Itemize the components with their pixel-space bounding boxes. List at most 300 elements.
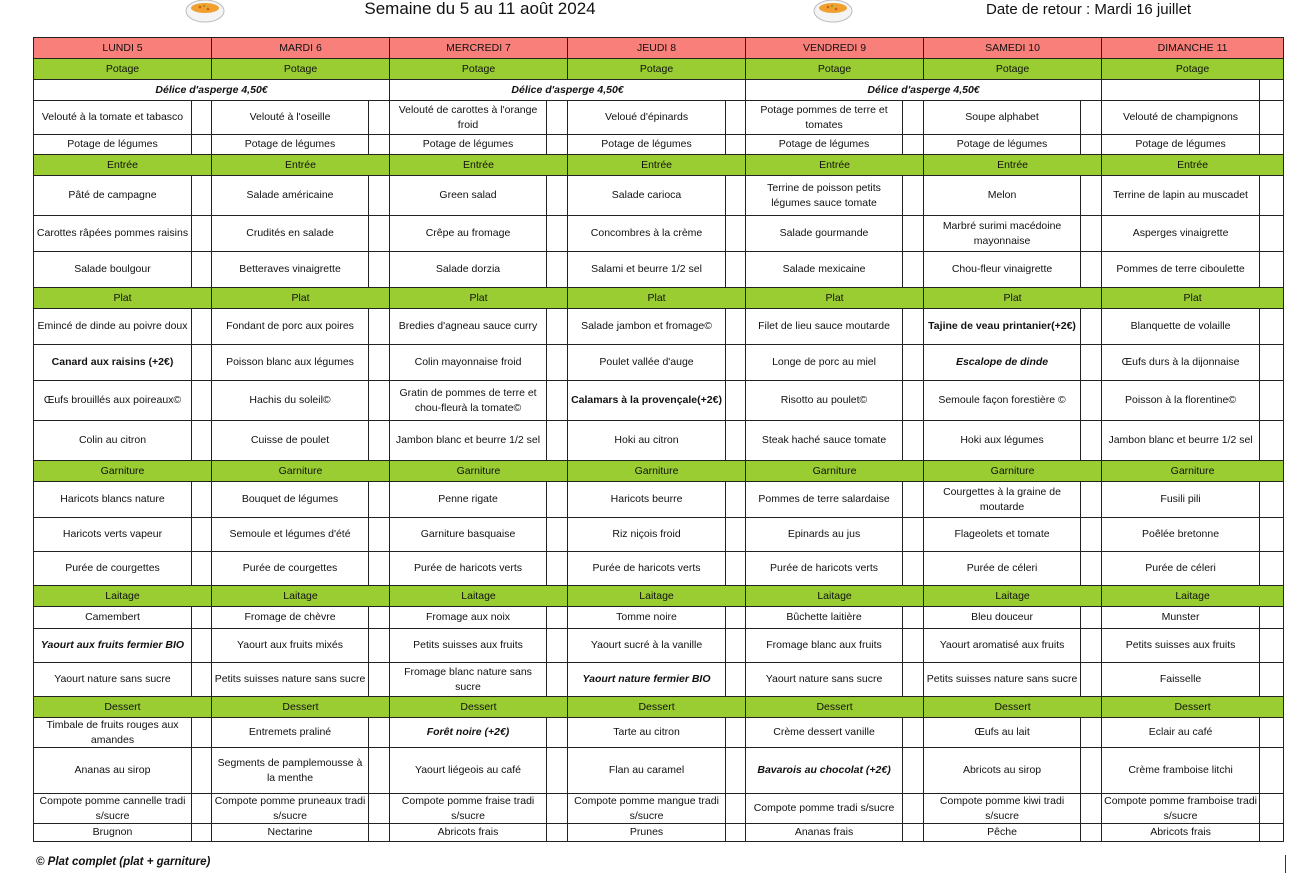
empty-cell <box>369 135 390 155</box>
menu-item: Gratin de pommes de terre et chou-fleurà la tomate© <box>390 381 547 421</box>
empty-cell <box>726 252 746 288</box>
empty-cell <box>547 518 568 552</box>
menu-item-special: Délice d'asperge 4,50€ <box>34 80 390 101</box>
menu-item: Tarte au citron <box>568 718 726 748</box>
empty-cell <box>1081 345 1102 381</box>
empty-cell <box>192 381 212 421</box>
empty-cell <box>192 607 212 629</box>
section-label: Dessert <box>212 697 390 718</box>
menu-item: Compote pomme pruneaux tradi s/sucre <box>212 794 369 824</box>
empty-cell <box>547 176 568 216</box>
menu-item: Epinards au jus <box>746 518 903 552</box>
empty-cell <box>1102 80 1260 101</box>
empty-cell <box>369 607 390 629</box>
menu-item: Hachis du soleil© <box>212 381 369 421</box>
divider <box>1285 855 1286 873</box>
menu-item: Potage de légumes <box>212 135 369 155</box>
menu-row <box>34 518 1284 552</box>
menu-item-highlight: Yaourt aux fruits fermier BIO <box>34 629 192 663</box>
menu-item: Salade mexicaine <box>746 252 903 288</box>
menu-item: Potage de légumes <box>34 135 192 155</box>
menu-item: Hoki au citron <box>568 421 726 461</box>
section-label: Potage <box>212 59 390 80</box>
empty-cell <box>1260 518 1284 552</box>
day-header: LUNDI 5 <box>34 38 212 59</box>
menu-item: Green salad <box>390 176 547 216</box>
section-label: Laitage <box>390 586 568 607</box>
menu-item: Yaourt aux fruits mixés <box>212 629 369 663</box>
section-label: Potage <box>568 59 746 80</box>
menu-item: Bleu douceur <box>924 607 1081 629</box>
section-label: Laitage <box>568 586 746 607</box>
empty-cell <box>903 482 924 518</box>
section-label: Potage <box>34 59 212 80</box>
empty-cell <box>903 101 924 135</box>
empty-cell <box>192 216 212 252</box>
menu-item: Poêlée bretonne <box>1102 518 1260 552</box>
menu-item: Hoki aux légumes <box>924 421 1081 461</box>
section-label: Plat <box>390 288 568 309</box>
menu-item: Compote pomme kiwi tradi s/sucre <box>924 794 1081 824</box>
menu-item-highlight: Calamars à la provençale(+2€) <box>568 381 726 421</box>
section-label: Dessert <box>34 697 212 718</box>
empty-cell <box>726 309 746 345</box>
section-label: Laitage <box>212 586 390 607</box>
menu-item: Crème framboise litchi <box>1102 748 1260 794</box>
section-label: Plat <box>924 288 1102 309</box>
menu-row <box>34 176 1284 216</box>
menu-item: Yaourt nature sans sucre <box>34 663 192 697</box>
empty-cell <box>547 824 568 842</box>
empty-cell <box>369 421 390 461</box>
empty-cell <box>192 345 212 381</box>
menu-item: Nectarine <box>212 824 369 842</box>
section-label: Dessert <box>568 697 746 718</box>
section-label: Entrée <box>212 155 390 176</box>
empty-cell <box>903 629 924 663</box>
menu-item: Cuisse de poulet <box>212 421 369 461</box>
menu-item: Flageolets et tomate <box>924 518 1081 552</box>
menu-item: Salade jambon et fromage© <box>568 309 726 345</box>
menu-item: Filet de lieu sauce moutarde <box>746 309 903 345</box>
menu-item: Soupe alphabet <box>924 101 1081 135</box>
menu-item: Yaourt aromatisé aux fruits <box>924 629 1081 663</box>
menu-item: Carottes râpées pommes raisins <box>34 216 192 252</box>
empty-cell <box>1260 309 1284 345</box>
menu-row <box>34 748 1284 794</box>
menu-item: Œufs durs à la dijonnaise <box>1102 345 1260 381</box>
menu-item: Salade boulgour <box>34 252 192 288</box>
empty-cell <box>1081 176 1102 216</box>
menu-item: Petits suisses aux fruits <box>1102 629 1260 663</box>
menu-item: Pâté de campagne <box>34 176 192 216</box>
menu-item: Emincé de dinde au poivre doux <box>34 309 192 345</box>
menu-item: Concombres à la crème <box>568 216 726 252</box>
section-label: Plat <box>568 288 746 309</box>
empty-cell <box>903 252 924 288</box>
menu-item: Purée de haricots verts <box>746 552 903 586</box>
menu-item: Prunes <box>568 824 726 842</box>
empty-cell <box>1081 518 1102 552</box>
menu-row <box>34 794 1284 824</box>
empty-cell <box>1081 216 1102 252</box>
empty-cell <box>192 552 212 586</box>
menu-item: Haricots verts vapeur <box>34 518 192 552</box>
empty-cell <box>1081 794 1102 824</box>
menu-item: Potage de légumes <box>568 135 726 155</box>
menu-item: Asperges vinaigrette <box>1102 216 1260 252</box>
soup-bowl-icon <box>184 0 226 26</box>
empty-cell <box>192 794 212 824</box>
menu-item: Semoule façon forestière © <box>924 381 1081 421</box>
empty-cell <box>726 718 746 748</box>
menu-row <box>34 629 1284 663</box>
empty-cell <box>726 176 746 216</box>
empty-cell <box>1081 607 1102 629</box>
empty-cell <box>726 135 746 155</box>
section-label: Plat <box>746 288 924 309</box>
menu-item: Yaourt nature sans sucre <box>746 663 903 697</box>
empty-cell <box>1260 824 1284 842</box>
menu-item: Bredies d'agneau sauce curry <box>390 309 547 345</box>
menu-item: Petits suisses nature sans sucre <box>924 663 1081 697</box>
empty-cell <box>369 216 390 252</box>
menu-item: Poulet vallée d'auge <box>568 345 726 381</box>
menu-row <box>34 663 1284 697</box>
day-header: VENDREDI 9 <box>746 38 924 59</box>
section-label: Garniture <box>746 461 924 482</box>
empty-cell <box>369 252 390 288</box>
section-label: Garniture <box>390 461 568 482</box>
menu-item: Melon <box>924 176 1081 216</box>
menu-item: Potage de légumes <box>746 135 903 155</box>
menu-item: Terrine de poisson petits légumes sauce tomate <box>746 176 903 216</box>
empty-cell <box>369 176 390 216</box>
empty-cell <box>726 663 746 697</box>
menu-item: Fromage de chèvre <box>212 607 369 629</box>
empty-cell <box>547 718 568 748</box>
menu-item: Purée de courgettes <box>212 552 369 586</box>
section-label: Entrée <box>746 155 924 176</box>
menu-row <box>34 309 1284 345</box>
menu-item: Purée de haricots verts <box>390 552 547 586</box>
empty-cell <box>369 794 390 824</box>
menu-item: Bûchette laitière <box>746 607 903 629</box>
section-header-row <box>34 155 1284 176</box>
empty-cell <box>1081 824 1102 842</box>
menu-item: Riz niçois froid <box>568 518 726 552</box>
menu-item: Terrine de lapin au muscadet <box>1102 176 1260 216</box>
menu-item: Entremets praliné <box>212 718 369 748</box>
day-header-row <box>34 38 1284 59</box>
menu-item: Pêche <box>924 824 1081 842</box>
menu-item: Compote pomme framboise tradi s/sucre <box>1102 794 1260 824</box>
menu-item: Purée de haricots verts <box>568 552 726 586</box>
empty-cell <box>547 309 568 345</box>
empty-cell <box>726 216 746 252</box>
empty-cell <box>1081 252 1102 288</box>
menu-item: Purée de courgettes <box>34 552 192 586</box>
menu-item: Marbré surimi macédoine mayonnaise <box>924 216 1081 252</box>
empty-cell <box>726 748 746 794</box>
section-label: Laitage <box>924 586 1102 607</box>
menu-item: Crêpe au fromage <box>390 216 547 252</box>
menu-item: Fromage aux noix <box>390 607 547 629</box>
empty-cell <box>726 824 746 842</box>
menu-row <box>34 482 1284 518</box>
menu-item: Crème dessert vanille <box>746 718 903 748</box>
menu-item: Yaourt sucré à la vanille <box>568 629 726 663</box>
empty-cell <box>1260 101 1284 135</box>
menu-item: Flan au caramel <box>568 748 726 794</box>
empty-cell <box>369 482 390 518</box>
empty-cell <box>547 101 568 135</box>
empty-cell <box>369 748 390 794</box>
menu-item: Colin au citron <box>34 421 192 461</box>
menu-item-highlight: Canard aux raisins (+2€) <box>34 345 192 381</box>
section-label: Plat <box>212 288 390 309</box>
soup-bowl-icon <box>812 0 854 26</box>
menu-item: Segments de pamplemousse à la menthe <box>212 748 369 794</box>
empty-cell <box>1081 629 1102 663</box>
empty-cell <box>1260 607 1284 629</box>
empty-cell <box>1260 421 1284 461</box>
menu-item: Poisson blanc aux légumes <box>212 345 369 381</box>
empty-cell <box>726 794 746 824</box>
empty-cell <box>1081 135 1102 155</box>
empty-cell <box>1260 80 1284 101</box>
empty-cell <box>1081 663 1102 697</box>
menu-item: Potage pommes de terre et tomates <box>746 101 903 135</box>
empty-cell <box>903 718 924 748</box>
empty-cell <box>547 216 568 252</box>
menu-item: Betteraves vinaigrette <box>212 252 369 288</box>
empty-cell <box>192 518 212 552</box>
menu-item: Munster <box>1102 607 1260 629</box>
menu-item: Brugnon <box>34 824 192 842</box>
empty-cell <box>726 482 746 518</box>
menu-item: Penne rigate <box>390 482 547 518</box>
menu-item: Bouquet de légumes <box>212 482 369 518</box>
empty-cell <box>726 381 746 421</box>
menu-item: Jambon blanc et beurre 1/2 sel <box>1102 421 1260 461</box>
menu-item: Potage de légumes <box>390 135 547 155</box>
menu-item: Eclair au café <box>1102 718 1260 748</box>
menu-row <box>34 824 1284 842</box>
section-label: Entrée <box>34 155 212 176</box>
empty-cell <box>1081 748 1102 794</box>
empty-cell <box>369 345 390 381</box>
menu-item: Camembert <box>34 607 192 629</box>
section-header-row <box>34 586 1284 607</box>
menu-item: Jambon blanc et beurre 1/2 sel <box>390 421 547 461</box>
menu-item: Courgettes à la graine de moutarde <box>924 482 1081 518</box>
menu-item: Œufs brouillés aux poireaux© <box>34 381 192 421</box>
menu-item: Velouté à l'oseille <box>212 101 369 135</box>
section-label: Entrée <box>1102 155 1284 176</box>
menu-item: Fondant de porc aux poires <box>212 309 369 345</box>
empty-cell <box>903 794 924 824</box>
empty-cell <box>192 176 212 216</box>
empty-cell <box>1260 629 1284 663</box>
empty-cell <box>547 794 568 824</box>
menu-item: Velouté à la tomate et tabasco <box>34 101 192 135</box>
empty-cell <box>192 309 212 345</box>
section-label: Potage <box>1102 59 1284 80</box>
empty-cell <box>547 552 568 586</box>
menu-item: Steak haché sauce tomate <box>746 421 903 461</box>
empty-cell <box>903 216 924 252</box>
section-label: Plat <box>34 288 212 309</box>
empty-cell <box>547 345 568 381</box>
menu-row <box>34 101 1284 135</box>
menu-item: Blanquette de volaille <box>1102 309 1260 345</box>
menu-row <box>34 607 1284 629</box>
empty-cell <box>903 518 924 552</box>
menu-item: Compote pomme cannelle tradi s/sucre <box>34 794 192 824</box>
empty-cell <box>547 663 568 697</box>
empty-cell <box>369 718 390 748</box>
empty-cell <box>369 663 390 697</box>
empty-cell <box>726 345 746 381</box>
empty-cell <box>903 824 924 842</box>
empty-cell <box>903 663 924 697</box>
empty-cell <box>903 421 924 461</box>
empty-cell <box>192 748 212 794</box>
menu-item: Semoule et légumes d'été <box>212 518 369 552</box>
menu-item: Purée de céleri <box>924 552 1081 586</box>
menu-row <box>34 381 1284 421</box>
menu-item: Ananas frais <box>746 824 903 842</box>
empty-cell <box>369 552 390 586</box>
empty-cell <box>369 381 390 421</box>
menu-item: Risotto au poulet© <box>746 381 903 421</box>
empty-cell <box>192 421 212 461</box>
return-date: Date de retour : Mardi 16 juillet <box>986 1 1192 18</box>
empty-cell <box>547 135 568 155</box>
section-label: Garniture <box>924 461 1102 482</box>
empty-cell <box>1260 794 1284 824</box>
empty-cell <box>192 482 212 518</box>
empty-cell <box>1260 252 1284 288</box>
day-header: SAMEDI 10 <box>924 38 1102 59</box>
menu-item: Pommes de terre salardaise <box>746 482 903 518</box>
section-label: Potage <box>924 59 1102 80</box>
day-header: MERCREDI 7 <box>390 38 568 59</box>
menu-row <box>34 252 1284 288</box>
empty-cell <box>903 176 924 216</box>
empty-cell <box>192 824 212 842</box>
empty-cell <box>1081 381 1102 421</box>
menu-row <box>34 421 1284 461</box>
menu-item: Salami et beurre 1/2 sel <box>568 252 726 288</box>
section-label: Dessert <box>390 697 568 718</box>
empty-cell <box>903 309 924 345</box>
empty-cell <box>192 663 212 697</box>
empty-cell <box>192 252 212 288</box>
menu-row <box>34 552 1284 586</box>
empty-cell <box>1260 345 1284 381</box>
weekly-menu-table <box>33 37 1284 842</box>
empty-cell <box>547 381 568 421</box>
menu-item: Yaourt liégeois au café <box>390 748 547 794</box>
day-header: MARDI 6 <box>212 38 390 59</box>
page-header <box>0 0 1302 36</box>
menu-item: Œufs au lait <box>924 718 1081 748</box>
empty-cell <box>1081 421 1102 461</box>
menu-item-highlight: Bavarois au chocolat (+2€) <box>746 748 903 794</box>
menu-item: Petits suisses aux fruits <box>390 629 547 663</box>
page-title: Semaine du 5 au 11 août 2024 <box>364 0 596 18</box>
menu-row <box>34 345 1284 381</box>
section-label: Plat <box>1102 288 1284 309</box>
section-label: Garniture <box>1102 461 1284 482</box>
menu-row <box>34 718 1284 748</box>
menu-item: Colin mayonnaise froid <box>390 345 547 381</box>
empty-cell <box>547 482 568 518</box>
empty-cell <box>726 629 746 663</box>
menu-item: Faisselle <box>1102 663 1260 697</box>
empty-cell <box>1260 135 1284 155</box>
menu-item: Petits suisses nature sans sucre <box>212 663 369 697</box>
empty-cell <box>1081 718 1102 748</box>
section-header-row <box>34 288 1284 309</box>
menu-item: Purée de céleri <box>1102 552 1260 586</box>
section-label: Laitage <box>1102 586 1284 607</box>
empty-cell <box>547 629 568 663</box>
menu-item: Velouté de carottes à l'orange froid <box>390 101 547 135</box>
menu-item: Compote pomme fraise tradi s/sucre <box>390 794 547 824</box>
section-header-row <box>34 59 1284 80</box>
day-header: DIMANCHE 11 <box>1102 38 1284 59</box>
empty-cell <box>1260 748 1284 794</box>
section-header-row <box>34 697 1284 718</box>
empty-cell <box>726 552 746 586</box>
menu-item-highlight: Escalope de dinde <box>924 345 1081 381</box>
menu-item: Veloué d'épinards <box>568 101 726 135</box>
menu-item-highlight: Yaourt nature fermier BIO <box>568 663 726 697</box>
section-label: Garniture <box>568 461 746 482</box>
empty-cell <box>726 101 746 135</box>
menu-item: Salade américaine <box>212 176 369 216</box>
section-label: Entrée <box>390 155 568 176</box>
empty-cell <box>1260 176 1284 216</box>
section-header-row <box>34 461 1284 482</box>
menu-item-special: Délice d'asperge 4,50€ <box>390 80 746 101</box>
empty-cell <box>726 607 746 629</box>
empty-cell <box>192 629 212 663</box>
empty-cell <box>369 824 390 842</box>
menu-item: Salade gourmande <box>746 216 903 252</box>
menu-row <box>34 135 1284 155</box>
menu-item: Crudités en salade <box>212 216 369 252</box>
menu-item: Abricots frais <box>1102 824 1260 842</box>
empty-cell <box>1081 309 1102 345</box>
empty-cell <box>903 381 924 421</box>
section-label: Laitage <box>746 586 924 607</box>
empty-cell <box>547 607 568 629</box>
menu-item: Abricots au sirop <box>924 748 1081 794</box>
section-label: Dessert <box>924 697 1102 718</box>
empty-cell <box>192 101 212 135</box>
day-header: JEUDI 8 <box>568 38 746 59</box>
empty-cell <box>903 748 924 794</box>
empty-cell <box>726 518 746 552</box>
empty-cell <box>547 252 568 288</box>
menu-item: Haricots blancs nature <box>34 482 192 518</box>
empty-cell <box>903 552 924 586</box>
empty-cell <box>1260 718 1284 748</box>
